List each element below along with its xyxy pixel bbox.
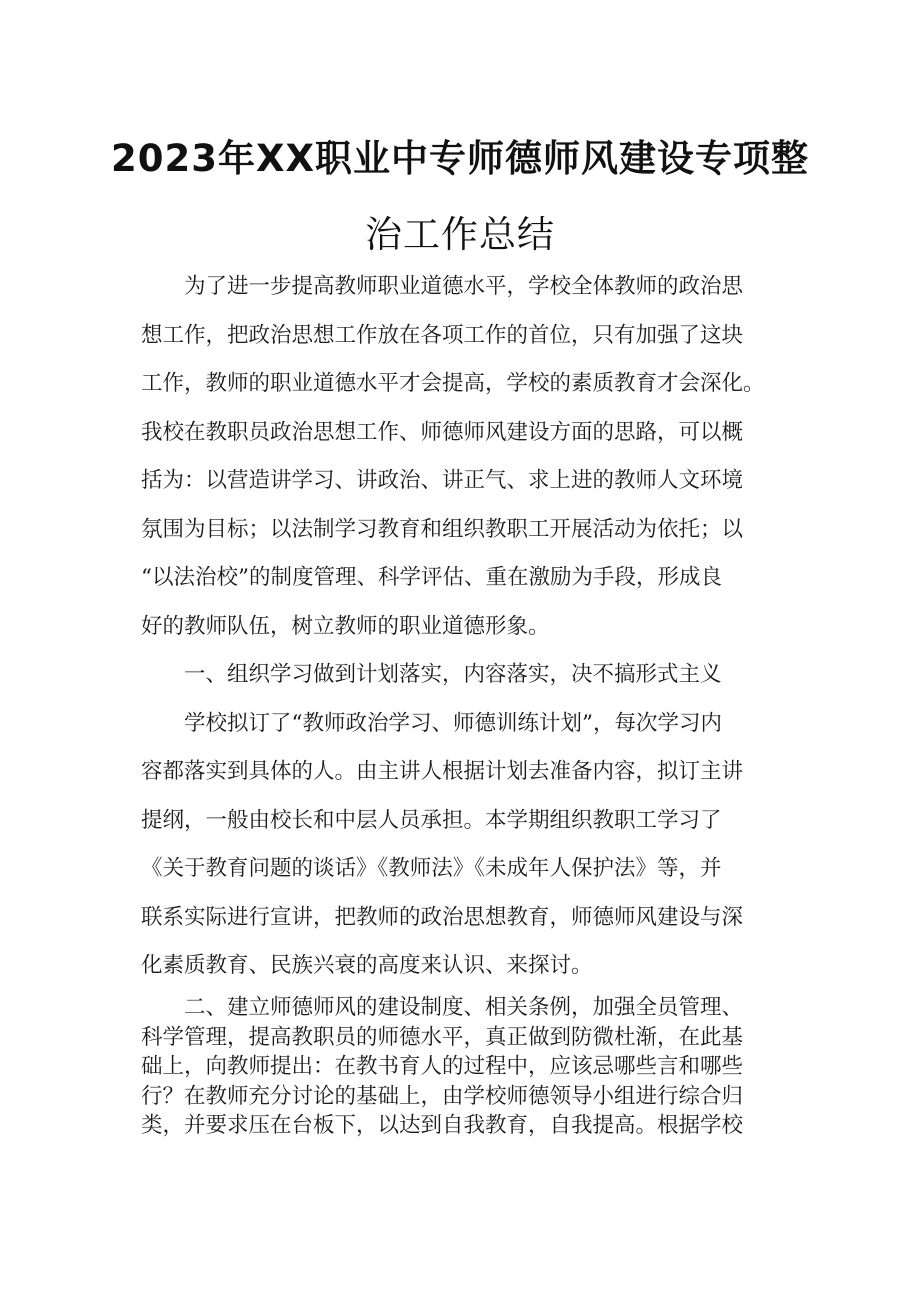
paragraph-2-line: 提纲，一般由校长和中层人员承担。本学期组织教职工学习了 (141, 807, 722, 833)
document-title-line-2: 治工作总结 (365, 213, 555, 256)
document-body-lower (141, 993, 781, 1141)
paragraph-2-line: 联系实际进行宣讲，把教师的政治思想教育，师德师风建设与深 (141, 904, 744, 930)
paragraph-3-line: 类，并要求压在台板下，以达到自我教育，自我提高。根据学校 (141, 1113, 744, 1138)
document-body-upper (141, 263, 781, 991)
paragraph-1-line: 括为：以营造讲学习、讲政治、讲正气、求上进的教师人文环境 (141, 468, 744, 493)
paragraph-2-line: 容都落实到具体的人。由主讲人根据计划去准备内容，拟订主讲 (141, 759, 744, 784)
paragraph-2-line: 化素质教育、民族兴衰的高度来认识、来探讨。 (141, 953, 593, 978)
paragraph-3-line: 行？在教师充分讨论的基础上，由学校师德领导小组进行综合归 (141, 1083, 744, 1109)
paragraph-1-line: 我校在教职员政治思想工作、师德师风建设方面的思路，可以概 (141, 419, 744, 445)
paragraph-3-line: 二、建立师德师风的建设制度、相关条例，加强全员管理、 (184, 995, 744, 1020)
paragraph-3-line: 科学管理，提高教职员的师德水平，真正做到防微杜渐，在此基 (141, 1024, 744, 1050)
paragraph-1-line: 氛围为目标；以法制学习教育和组织教职工开展活动为依托；以 (141, 516, 744, 542)
paragraph-1-line: 想工作，把政治思想工作放在各项工作的首位，只有加强了这块 (141, 322, 744, 348)
paragraph-1-line: 工作，教师的职业道德水平才会提高，学校的素质教育才会深化。 (141, 371, 765, 396)
paragraph-1-line: 好的教师队伍，树立教师的职业道德形象。 (141, 613, 550, 639)
document-title-line-1: 2023年XX职业中专师德师风建设专项整 (110, 137, 810, 180)
section-heading-1: 一、组织学习做到计划落实，内容落实，决不搞形式主义 (184, 662, 722, 687)
paragraph-1-line: “以法治校”的制度管理、科学评估、重在激励为手段，形成良 (141, 565, 722, 590)
paragraph-1-line: 为了进一步提高教师职业道德水平，学校全体教师的政治思 (184, 274, 744, 299)
paragraph-2-line: 学校拟订了“教师政治学习、师德训练计划”，每次学习内 (184, 710, 722, 736)
paragraph-3-line: 础上，向教师提出：在教书育人的过程中，应该忌哪些言和哪些 (141, 1054, 744, 1079)
paragraph-2-line: 《关于教育问题的谈话》《教师法》《未成年人保护法》等，并 (141, 856, 722, 881)
